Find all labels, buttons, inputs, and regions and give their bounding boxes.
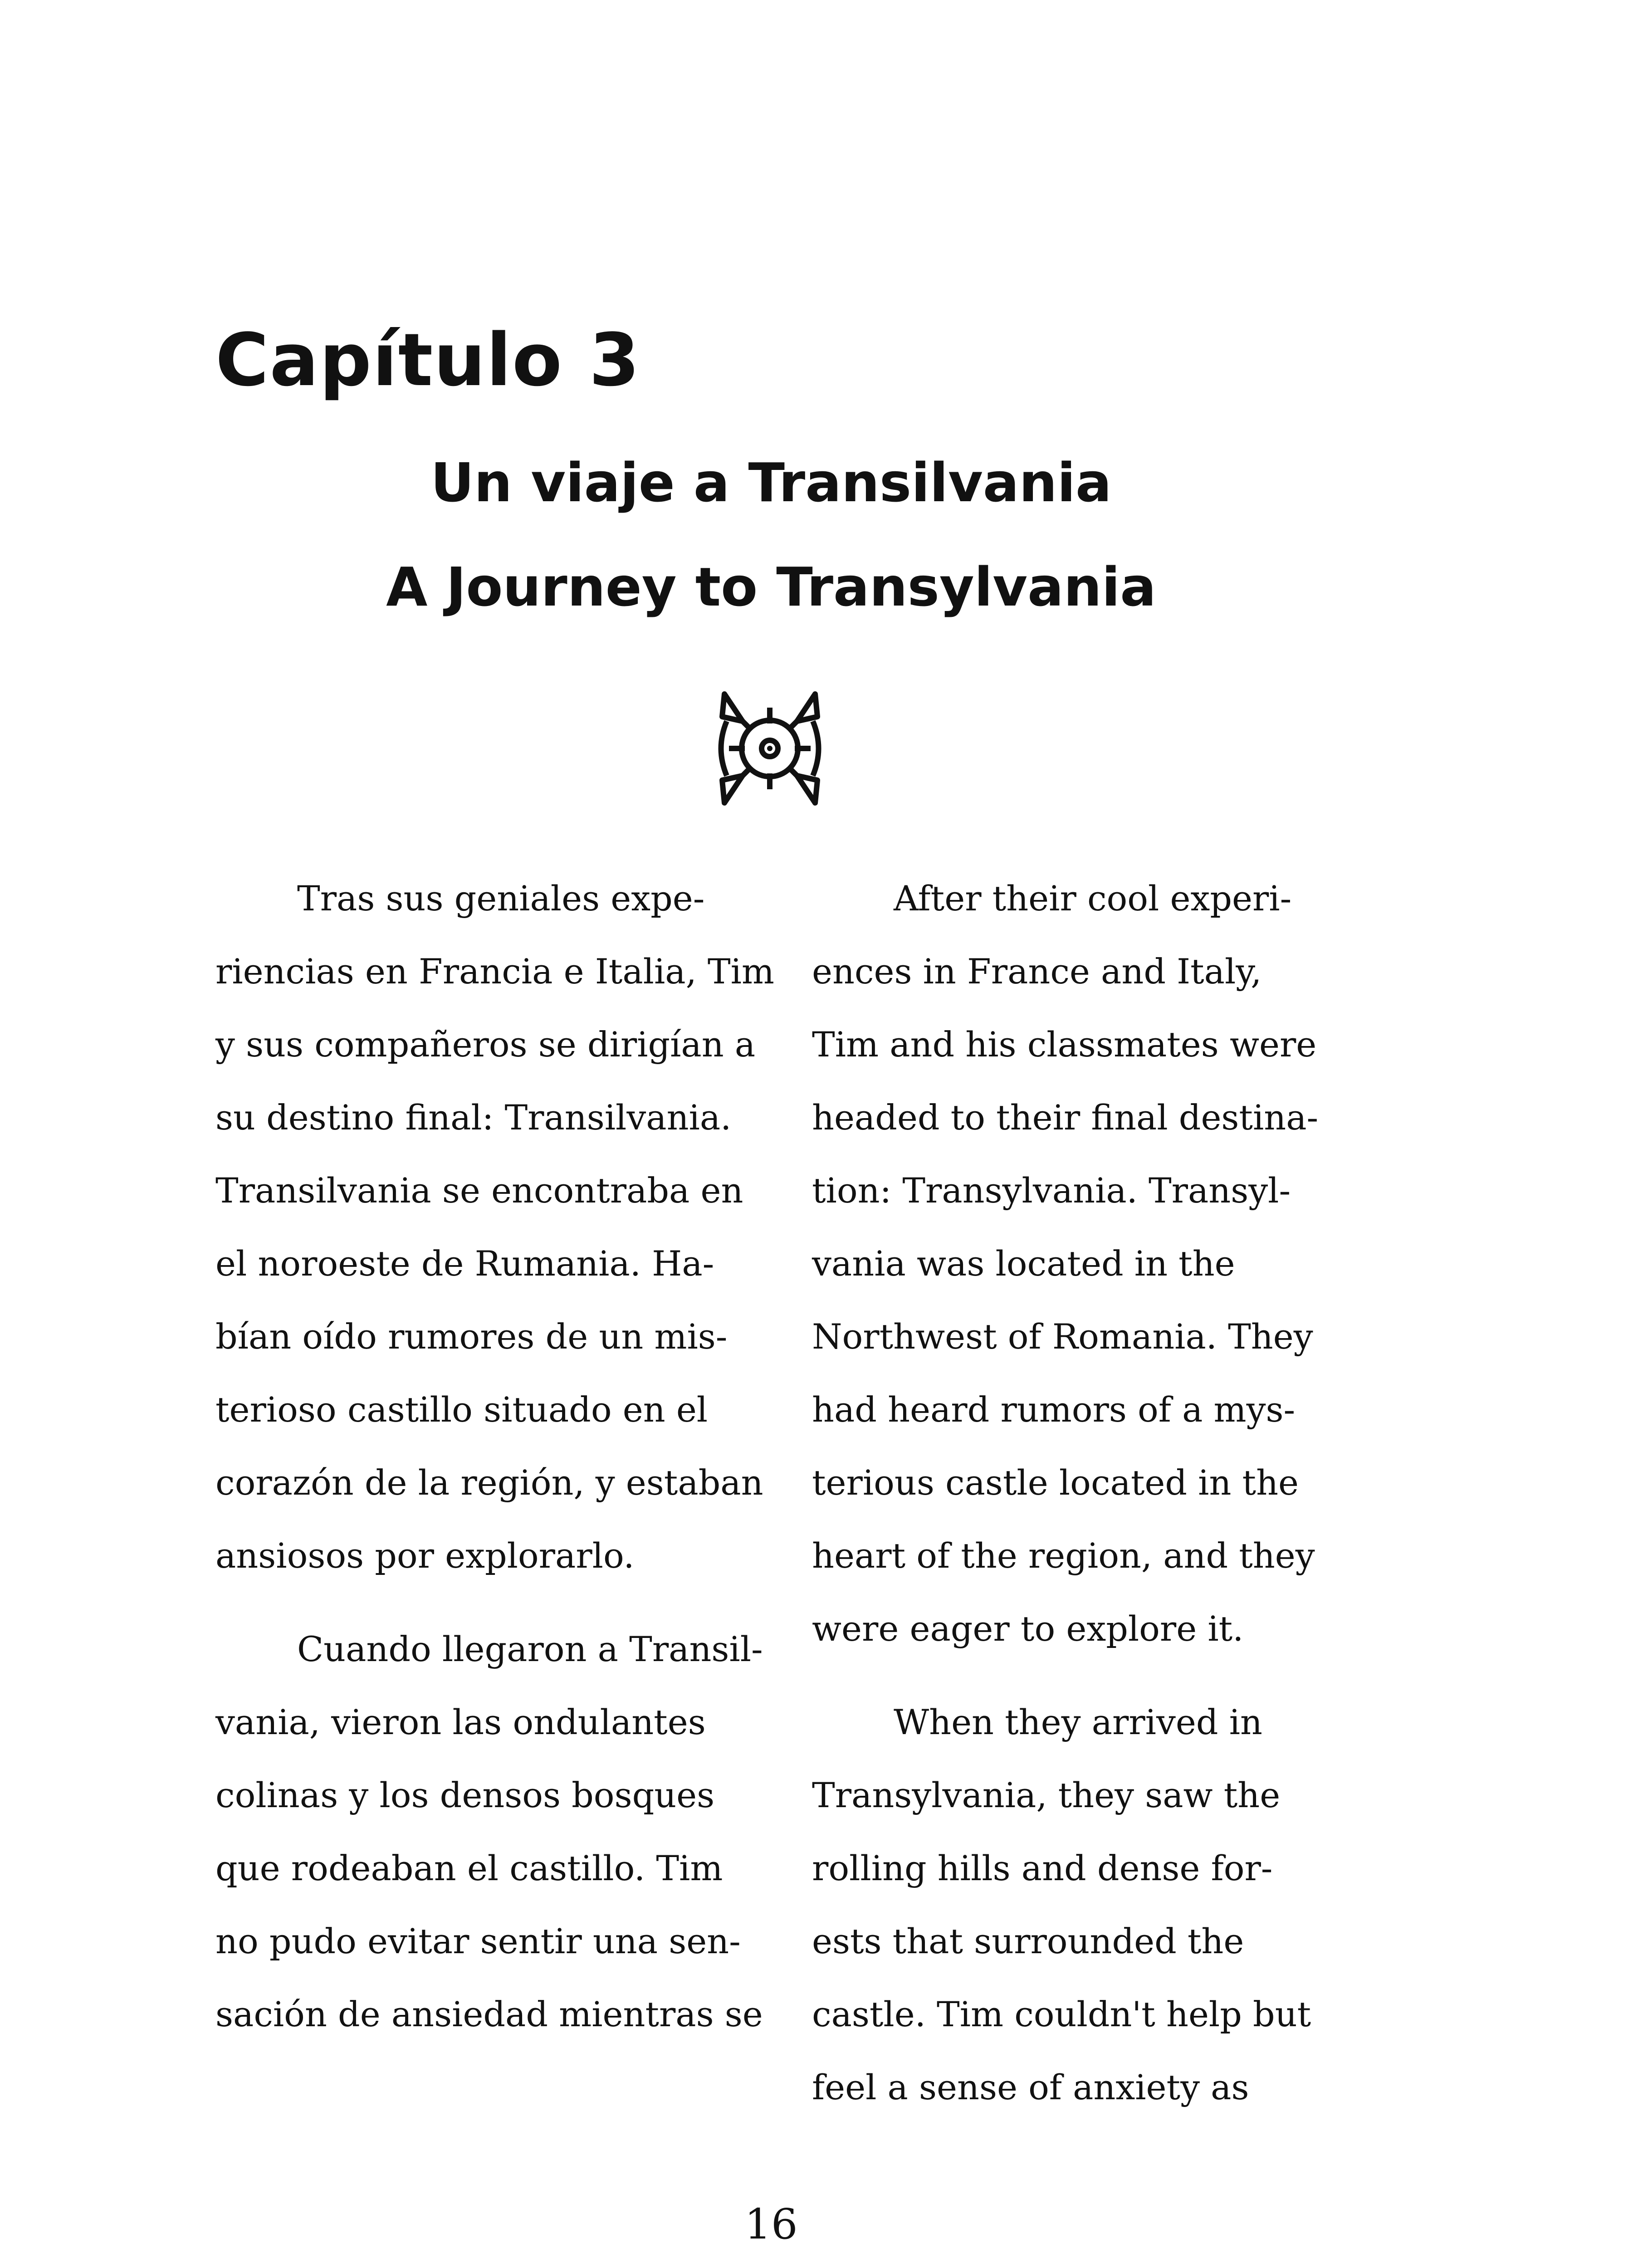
text-line: headed to their final destina- bbox=[812, 1097, 1319, 1138]
text-line: Transilvania se encontraba en bbox=[215, 1170, 743, 1211]
text-line: su destino final: Transilvania. bbox=[215, 1097, 732, 1138]
text-line: ansiosos por explorarlo. bbox=[215, 1535, 635, 1576]
chapter-heading: Capítulo 3 bbox=[215, 318, 640, 402]
text-line: terious castle located in the bbox=[812, 1462, 1299, 1503]
text-line: el noroeste de Rumania. Ha- bbox=[215, 1243, 714, 1284]
text-line: corazón de la región, y estaban bbox=[215, 1462, 763, 1503]
text-line: y sus compañeros se dirigían a bbox=[215, 1024, 756, 1065]
page-number: 16 bbox=[744, 2200, 798, 2248]
text-line: feel a sense of anxiety as bbox=[812, 2067, 1249, 2107]
chapter-title-spanish: Un viaje a Transilvania bbox=[430, 451, 1112, 514]
text-line: sación de ansiedad mientras se bbox=[215, 1994, 763, 2034]
text-line: castle. Tim couldn't help but bbox=[812, 1994, 1311, 2034]
text-line: vania was located in the bbox=[812, 1243, 1235, 1284]
chapter-title-english: A Journey to Transylvania bbox=[386, 556, 1156, 618]
text-line: Tras sus geniales expe- bbox=[297, 878, 705, 919]
spanish-column bbox=[215, 862, 782, 2051]
text-line: terioso castillo situado en el bbox=[215, 1389, 708, 1430]
text-line: ests that surrounded the bbox=[812, 1921, 1244, 1961]
text-line: rolling hills and dense for- bbox=[812, 1848, 1273, 1888]
text-line: vania, vieron las ondulantes bbox=[215, 1702, 706, 1742]
text-line: were eager to explore it. bbox=[812, 1608, 1244, 1649]
text-line: Northwest of Romania. They bbox=[812, 1316, 1313, 1357]
text-line: colinas y los densos bosques bbox=[215, 1775, 715, 1815]
celtic-sun-ornament-icon bbox=[718, 689, 822, 807]
text-line: que rodeaban el castillo. Tim bbox=[215, 1848, 723, 1888]
text-line: After their cool experi- bbox=[894, 878, 1292, 919]
text-line: ences in France and Italy, bbox=[812, 951, 1262, 992]
text-line: tion: Transylvania. Transyl- bbox=[812, 1170, 1291, 1211]
text-line: Tim and his classmates were bbox=[812, 1024, 1317, 1065]
text-line: had heard rumors of a mys- bbox=[812, 1389, 1296, 1430]
text-line: Transylvania, they saw the bbox=[812, 1775, 1281, 1815]
text-line: riencias en Francia e Italia, Tim bbox=[215, 951, 774, 992]
paragraph-gap bbox=[215, 1592, 782, 1613]
text-line: Cuando llegaron a Transil- bbox=[297, 1629, 763, 1669]
text-line: no pudo evitar sentir una sen- bbox=[215, 1921, 741, 1961]
text-line: bían oído rumores de un mis- bbox=[215, 1316, 728, 1357]
text-line: heart of the region, and they bbox=[812, 1535, 1315, 1576]
text-line: When they arrived in bbox=[894, 1702, 1262, 1742]
english-column bbox=[812, 862, 1365, 2124]
paragraph-gap bbox=[812, 1665, 1365, 1686]
